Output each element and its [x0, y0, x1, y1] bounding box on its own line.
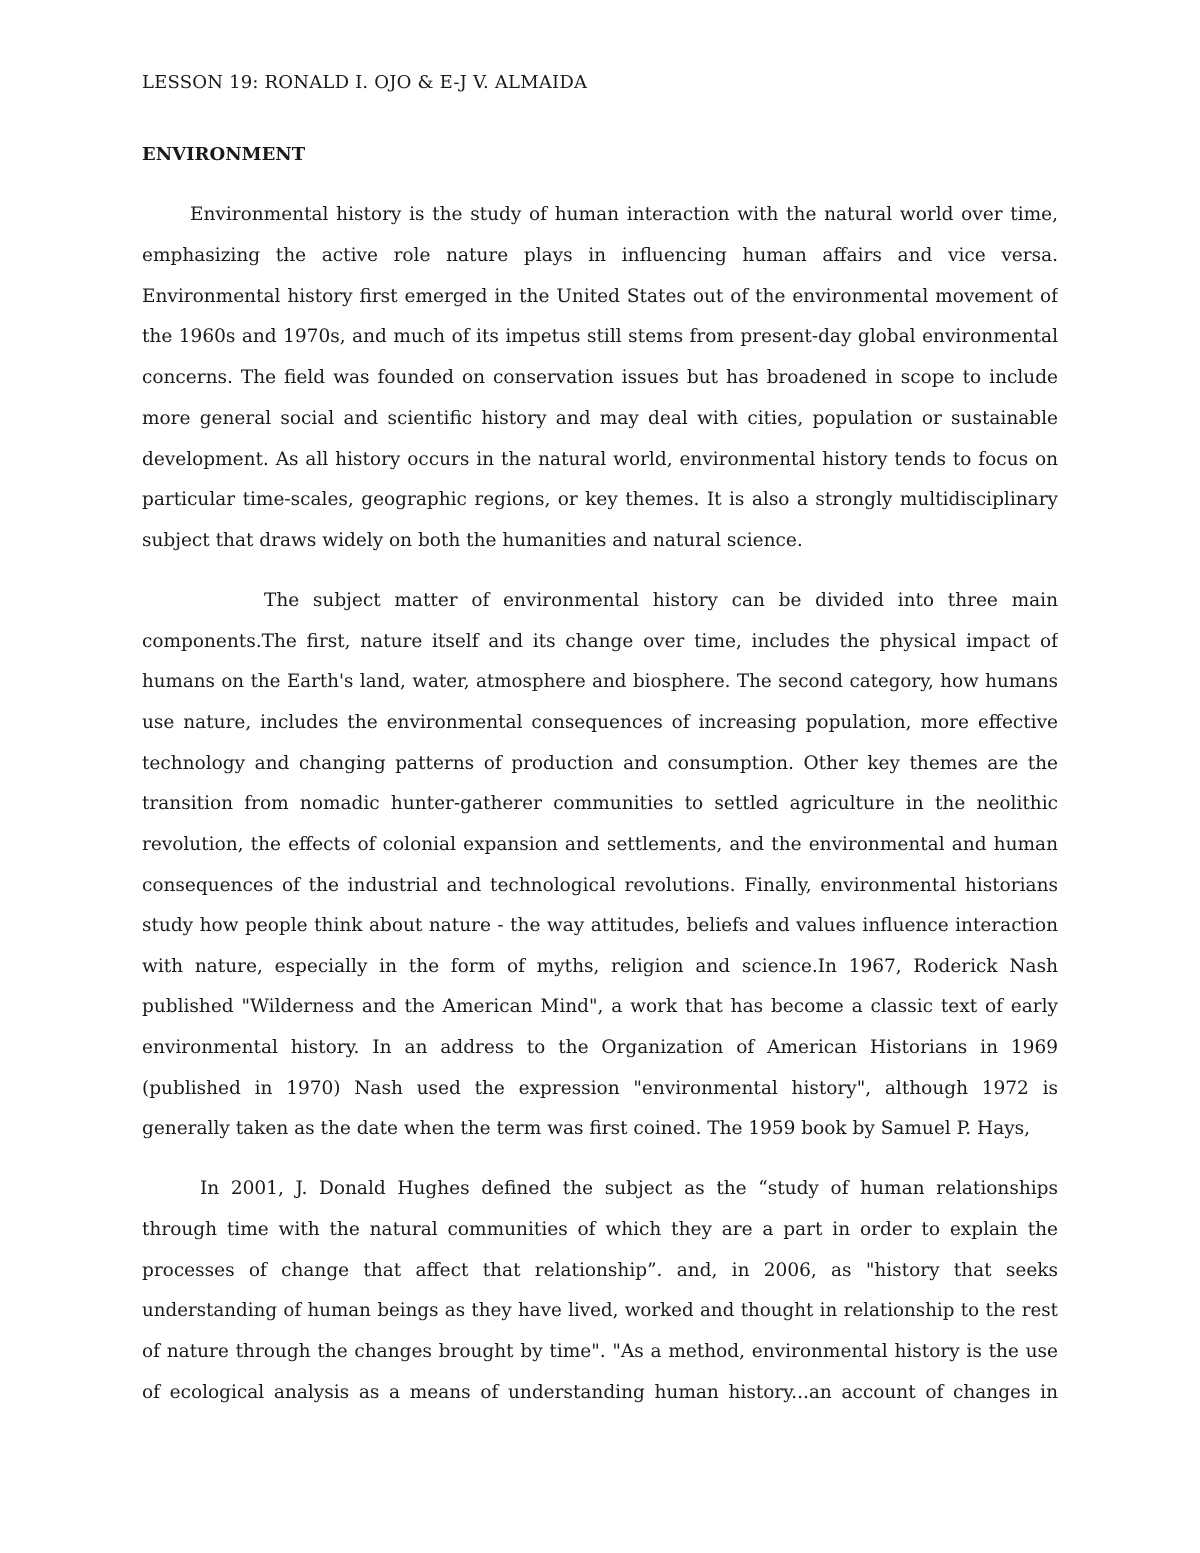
paragraph-line: the 1960s and 1970s, and much of its impetus still stems from present-day global environmental — [142, 326, 1058, 347]
paragraph-line: through time with the natural communities of which they are a part in order to explain the — [142, 1219, 1058, 1240]
paragraph-line: transition from nomadic hunter-gatherer communities to settled agriculture in the neolithic — [142, 793, 1058, 814]
paragraph-line: with nature, especially in the form of myths, religion and science.In 1967, Roderick Nash — [142, 956, 1058, 977]
section-title: ENVIRONMENT — [142, 144, 306, 165]
paragraph-line: development. As all history occurs in the natural world, environmental history tends to focus on — [142, 449, 1058, 470]
paragraph-line: emphasizing the active role nature plays in influencing human affairs and vice versa. — [142, 245, 1058, 266]
paragraph-line: use nature, includes the environmental consequences of increasing population, more effective — [142, 712, 1058, 733]
paragraph-line: (published in 1970) Nash used the expression "environmental history", although 1972 is — [142, 1078, 1058, 1099]
paragraph-line: The subject matter of environmental history can be divided into three main — [264, 590, 1058, 611]
paragraph-line: study how people think about nature - the way attitudes, beliefs and values influence interaction — [142, 915, 1058, 936]
paragraph-line: of nature through the changes brought by time". "As a method, environmental history is the use — [142, 1341, 1058, 1362]
paragraph-line: more general social and scientific history and may deal with cities, population or sustainable — [142, 408, 1058, 429]
paragraph-line: subject that draws widely on both the humanities and natural science. — [142, 530, 803, 551]
paragraph-line: published "Wilderness and the American Mind", a work that has become a classic text of early — [142, 996, 1058, 1017]
paragraph-line: Environmental history first emerged in the United States out of the environmental movement of — [142, 286, 1058, 307]
paragraph-line: processes of change that affect that relationship”. and, in 2006, as "history that seeks — [142, 1260, 1058, 1281]
paragraph-line: environmental history. In an address to the Organization of American Historians in 1969 — [142, 1037, 1058, 1058]
paragraph-line: In 2001, J. Donald Hughes defined the subject as the “study of human relationships — [200, 1178, 1058, 1199]
paragraph-line: technology and changing patterns of production and consumption. Other key themes are the — [142, 753, 1058, 774]
paragraph-line: of ecological analysis as a means of understanding human history...an account of changes in — [142, 1382, 1058, 1403]
paragraph-line: particular time-scales, geographic regions, or key themes. It is also a strongly multidisciplinary — [142, 489, 1058, 510]
paragraph-line: humans on the Earth's land, water, atmosphere and biosphere. The second category, how humans — [142, 671, 1058, 692]
lesson-header: LESSON 19: RONALD I. OJO & E-J V. ALMAIDA — [142, 72, 588, 93]
paragraph-line: concerns. The field was founded on conservation issues but has broadened in scope to include — [142, 367, 1058, 388]
paragraph-line: generally taken as the date when the term was first coined. The 1959 book by Samuel P. Hays, — [142, 1118, 1031, 1139]
paragraph-line: components.The first, nature itself and its change over time, includes the physical impact of — [142, 631, 1058, 652]
paragraph-line: understanding of human beings as they have lived, worked and thought in relationship to the rest — [142, 1300, 1058, 1321]
paragraph-line: Environmental history is the study of human interaction with the natural world over time, — [190, 204, 1058, 225]
paragraph-line: revolution, the effects of colonial expansion and settlements, and the environmental and human — [142, 834, 1058, 855]
paragraph-line: consequences of the industrial and technological revolutions. Finally, environmental historians — [142, 875, 1058, 896]
